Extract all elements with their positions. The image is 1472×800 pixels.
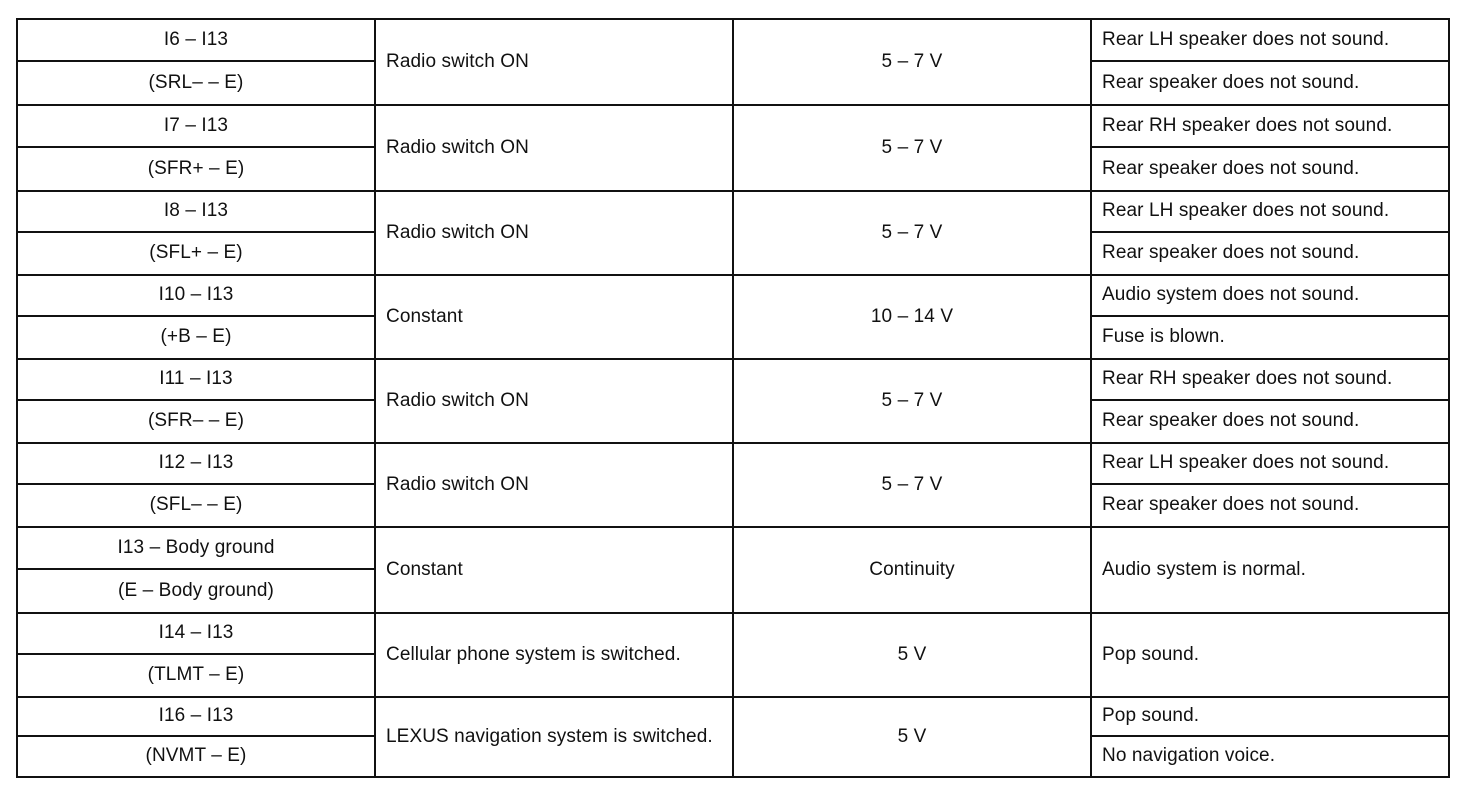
condition-cell [376, 20, 734, 104]
condition-cell [376, 614, 734, 696]
result-text: Audio system is normal. [1102, 558, 1306, 580]
result-text: Rear speaker does not sound. [1102, 242, 1360, 264]
terminal-symbol: (SFR+ – E) [147, 157, 245, 179]
spec-cell [734, 698, 1092, 776]
result-cell [1092, 192, 1448, 274]
spec-cell [734, 528, 1092, 612]
spec-value: 5 – 7 V [881, 389, 943, 411]
terminal-symbol: (SFL+ – E) [149, 242, 243, 264]
terminal-inspection-table [16, 18, 1450, 778]
spec-cell [734, 106, 1092, 190]
terminal-label: I11 – I13 [159, 368, 233, 390]
table-row [18, 360, 1448, 444]
terminal-cell [18, 444, 376, 526]
result-text: Rear RH speaker does not sound. [1102, 368, 1393, 390]
terminal-cell [18, 528, 376, 612]
result-text: Rear RH speaker does not sound. [1102, 114, 1393, 136]
condition-text: Radio switch ON [386, 50, 529, 72]
spec-value: 5 – 7 V [881, 50, 943, 72]
result-text: Rear LH speaker does not sound. [1102, 200, 1390, 222]
table-row [18, 528, 1448, 614]
condition-text: Radio switch ON [386, 389, 529, 411]
terminal-symbol: (+B – E) [160, 326, 232, 348]
result-cell [1092, 106, 1448, 190]
terminal-symbol: (NVMT – E) [145, 745, 247, 767]
terminal-symbol: (SRL– – E) [148, 71, 244, 93]
terminal-cell [18, 360, 376, 442]
condition-cell [376, 360, 734, 442]
terminal-cell [18, 276, 376, 358]
table-row [18, 276, 1448, 360]
condition-cell [376, 276, 734, 358]
result-text: Rear speaker does not sound. [1102, 494, 1360, 516]
result-cell [1092, 698, 1448, 776]
condition-cell [376, 698, 734, 776]
condition-text: Constant [386, 305, 463, 327]
spec-value: 5 V [897, 643, 927, 665]
result-cell [1092, 614, 1448, 696]
result-text: Rear speaker does not sound. [1102, 157, 1360, 179]
result-cell [1092, 20, 1448, 104]
condition-text: Radio switch ON [386, 136, 529, 158]
spec-value: 5 – 7 V [881, 221, 943, 243]
spec-cell [734, 20, 1092, 104]
condition-text: LEXUS navigation system is switched. [386, 726, 713, 748]
table-row [18, 20, 1448, 106]
terminal-cell [18, 614, 376, 696]
result-text: Rear LH speaker does not sound. [1102, 28, 1390, 50]
condition-cell [376, 528, 734, 612]
spec-cell [734, 360, 1092, 442]
table-row [18, 698, 1448, 776]
table-row [18, 106, 1448, 192]
result-cell [1092, 276, 1448, 358]
condition-cell [376, 444, 734, 526]
spec-cell [734, 444, 1092, 526]
spec-value: 5 – 7 V [881, 473, 943, 495]
terminal-label: I8 – I13 [163, 200, 229, 222]
terminal-symbol: (SFL– – E) [149, 494, 243, 516]
terminal-cell [18, 106, 376, 190]
result-text: Pop sound. [1102, 705, 1200, 727]
terminal-symbol: (SFR– – E) [147, 410, 245, 432]
spec-value: 5 V [897, 725, 927, 747]
spec-cell [734, 614, 1092, 696]
terminal-label: I10 – I13 [158, 284, 234, 306]
condition-cell [376, 192, 734, 274]
terminal-cell [18, 20, 376, 104]
condition-text: Constant [386, 558, 463, 580]
terminal-cell [18, 192, 376, 274]
table-row [18, 614, 1448, 698]
condition-text: Radio switch ON [386, 473, 529, 495]
spec-cell [734, 276, 1092, 358]
spec-value: 5 – 7 V [881, 136, 943, 158]
terminal-label: I16 – I13 [158, 705, 234, 727]
terminal-label: I14 – I13 [158, 622, 234, 644]
result-text: Pop sound. [1102, 643, 1200, 665]
table-row [18, 444, 1448, 528]
terminal-label: I6 – I13 [163, 28, 229, 50]
spec-cell [734, 192, 1092, 274]
terminal-symbol: (TLMT – E) [147, 664, 245, 686]
result-text: Rear LH speaker does not sound. [1102, 452, 1390, 474]
result-text: Audio system does not sound. [1102, 284, 1360, 306]
result-cell [1092, 528, 1448, 612]
result-text: Rear speaker does not sound. [1102, 71, 1360, 93]
condition-text: Cellular phone system is switched. [386, 643, 681, 665]
result-text: Rear speaker does not sound. [1102, 410, 1360, 432]
terminal-label: I7 – I13 [163, 114, 229, 136]
result-cell [1092, 444, 1448, 526]
condition-cell [376, 106, 734, 190]
result-text: No navigation voice. [1102, 745, 1276, 767]
result-text: Fuse is blown. [1102, 326, 1225, 348]
condition-text: Radio switch ON [386, 221, 529, 243]
terminal-label: I12 – I13 [158, 452, 234, 474]
spec-value: 10 – 14 V [870, 305, 954, 327]
table-row [18, 192, 1448, 276]
spec-value: Continuity [869, 558, 955, 580]
terminal-label: I13 – Body ground [117, 536, 275, 558]
result-cell [1092, 360, 1448, 442]
terminal-symbol: (E – Body ground) [118, 579, 274, 601]
terminal-cell [18, 698, 376, 776]
